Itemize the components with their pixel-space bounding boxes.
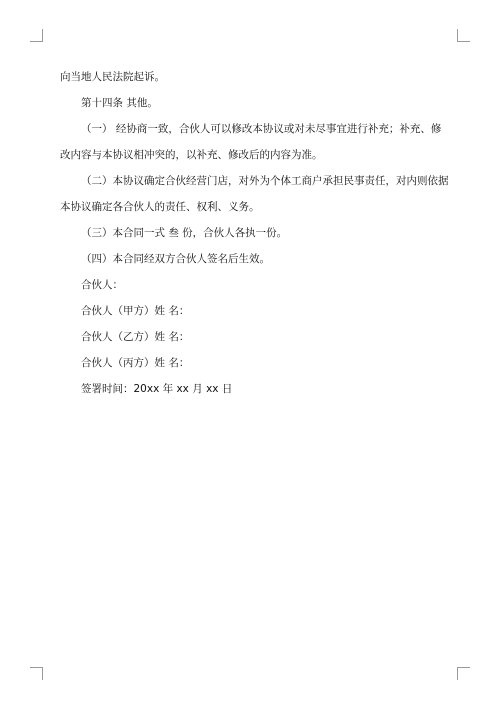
clause-2: （二）本协议确定合伙经营门店，对外为个体工商户承担民事责任，对内则依据本协议确定各合伙人的责任、权利、义务。 [60, 175, 449, 213]
clause-4: （四）本合同经双方合伙人签名后生效。 [81, 253, 270, 265]
clause-1: （一） 经协商一致，合伙人可以修改本协议或对未尽事宜进行补充；补充、修改内容与本协议相冲突的，以补充、修改后的内容为准。 [60, 123, 442, 161]
crop-mark-top-left [30, 29, 43, 42]
document-body [60, 64, 450, 402]
partner-b-name: 合伙人（乙方）姓 名： [81, 331, 190, 343]
crop-mark-top-right [457, 29, 470, 42]
clause-3: （三）本合同一式 叁 份，合伙人各执一份。 [81, 227, 288, 239]
signing-date: 签署时间：20xx 年 xx 月 xx 日 [81, 383, 233, 395]
paragraph-lawsuit-continuation: 向当地人民法院起诉。 [60, 71, 165, 83]
article-14-heading: 第十四条 其他。 [81, 97, 158, 109]
crop-mark-bottom-right [457, 667, 470, 680]
partner-a-name: 合伙人（甲方）姓 名： [81, 305, 190, 317]
crop-mark-bottom-left [30, 667, 43, 680]
partner-c-name: 合伙人（丙方）姓 名： [81, 357, 190, 369]
partners-label: 合伙人： [81, 279, 123, 291]
